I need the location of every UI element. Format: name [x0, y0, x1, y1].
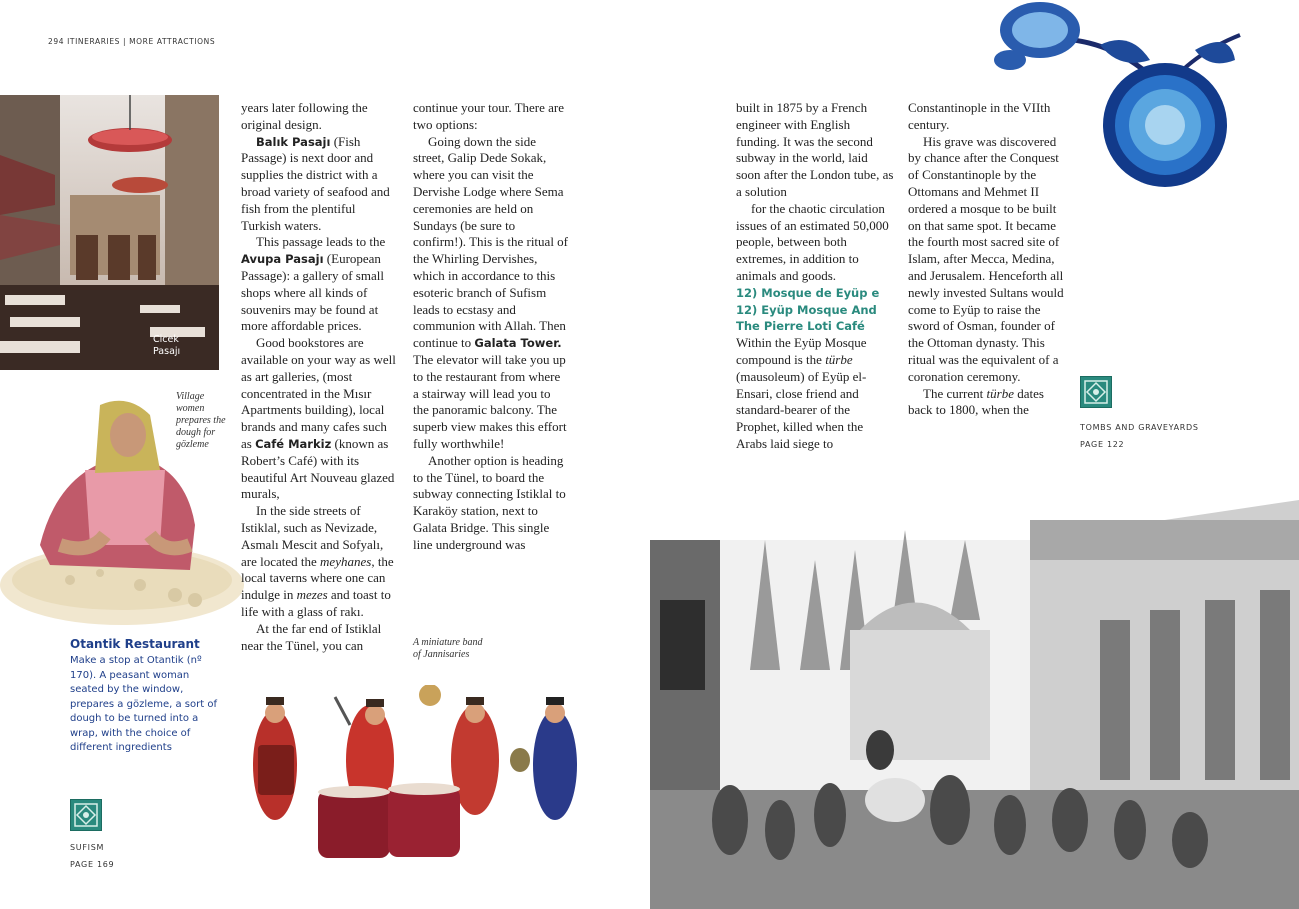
- paragraph: [241, 134, 397, 235]
- paragraph: [241, 503, 397, 621]
- text-column-1: [241, 100, 397, 654]
- italic-term: türbe: [825, 351, 853, 367]
- xref-left-page[interactable]: PAGE 169: [70, 860, 115, 869]
- italic-term: meyhanes: [320, 553, 372, 569]
- text-run: (Fish Passage) is next door and supplies the district with a broad variety of seafood and fish from the plentiful Turkish waters.: [241, 133, 390, 233]
- jannisaries-caption: A miniature band of Jannisaries: [413, 637, 483, 660]
- italic-term: türbe: [986, 385, 1014, 401]
- paragraph: years later following the original design.: [241, 100, 368, 132]
- sufism-ornament-icon: [70, 799, 102, 831]
- sidebar-title: Otantik Restaurant: [70, 637, 200, 651]
- italic-term: mezes: [296, 587, 328, 603]
- paragraph: [908, 386, 1064, 420]
- text-column-3: [736, 100, 894, 453]
- paragraph: His grave was discovered by chance after the Conquest of Constantinople by the Ottomans and Mehmet II ordered a mosque to be built on that same spot. It became the fourth most sacred site of Islam, after Mecca, Medina, and Jerusalem. Henceforth all newly invested Sultans would come to Eyüp to raise the sword of Osman, founder of the Ottoman dynasty. This ritual was the equivalent of a coronation ceremony.: [908, 133, 1064, 384]
- text-run: The current: [923, 385, 987, 401]
- paragraph: [241, 335, 397, 503]
- text-run: Good bookstores are available on your way as well as art galleries, (most concentrated in the Mısır Apartments building), local brands and many cafes such as: [241, 335, 396, 451]
- paragraph: built in 1875 by a French engineer with English funding. It was the second subway in the world, laid soon after the London tube, as a solution: [736, 100, 894, 199]
- text-run: The elevator will take you up to the restaurant from where a stairway will lead you to the panoramic balcony. The superb view makes this effort fully worthwhile!: [413, 351, 567, 451]
- jannisaries-band-photo: [230, 685, 595, 865]
- paragraph: Another option is heading to the Tünel, to board the subway connecting Istiklal to Karaköy station, next to Galata Bridge. This single line underground was: [413, 452, 566, 552]
- sultan-engraving-image: [650, 480, 1299, 909]
- xref-right-label: TOMBS AND GRAVEYARDS: [1080, 423, 1199, 432]
- text-run: dates back to 1800, when the: [908, 385, 1044, 418]
- paragraph: continue your tour. There are two options:: [413, 100, 565, 132]
- paragraph: [736, 335, 894, 453]
- paragraph: [241, 234, 397, 335]
- running-header: 294 ITINERARIES | MORE ATTRACTIONS: [48, 37, 216, 46]
- village-woman-caption: Village women prepares the dough for gözleme: [176, 391, 226, 450]
- text-run: (mausoleum) of Eyüp el-Ensari, close friend and standard-bearer of the Prophet, killed when the Arabs laid siege to: [736, 368, 867, 451]
- paragraph: Constantinople in the VIIth century.: [908, 100, 1051, 132]
- text-run: and toast to life with a glass of rakı.: [241, 587, 391, 619]
- cicek-pasaji-photo: [0, 95, 219, 370]
- text-run: Within the Eyüp Mosque compound is the: [736, 335, 867, 367]
- place-name: Café Markiz: [255, 436, 332, 451]
- text-run: In the side streets of Istiklal, such as Nevizade, Asmalı Mescit and Sofyalı, are located the: [241, 503, 384, 569]
- paragraph: [413, 134, 569, 453]
- section-heading: 12) Mosque de Eyüp e 12) Eyüp Mosque And The Pierre Loti Café: [736, 285, 880, 334]
- paragraph: for the chaotic circulation issues of an estimated 50,000 people, between both extremes, in addition to animals and goods.: [736, 200, 889, 283]
- text-column-4: [908, 100, 1064, 419]
- place-name: Galata Tower.: [474, 336, 562, 351]
- text-run: (European Passage): a gallery of small shops where all kinds of souvenirs may be found at more affordable prices.: [241, 251, 384, 334]
- xref-left-label: SUFISM: [70, 843, 105, 852]
- text-run: This passage leads to the: [256, 234, 386, 250]
- tombs-ornament-icon: [1080, 376, 1112, 408]
- sidebar-body: Make a stop at Otantik (nº 170). A peasant woman seated by the window, prepares a gözleme, a sort of dough to be turned into a wrap, with the choice of different ingredients: [70, 655, 217, 753]
- place-name: Balık Pasajı: [256, 134, 331, 149]
- text-run: , the local taverns where one can indulge in: [241, 553, 394, 603]
- text-run: Going down the side street, Galip Dede Sokak, where you can visit the Dervishe Lodge where Sema ceremonies are held on Sundays (be sure to confirm!). This is the ritual of the Whirling Dervishes, which in accordance to this esoteric branch of Sufism leads to ecstasy and communion with Allah. Then continue to: [413, 133, 569, 351]
- xref-right-page[interactable]: PAGE 122: [1080, 440, 1125, 449]
- text-run: (known as Robert’s Café) with its beautiful Art Nouveau glazed murals,: [241, 435, 395, 502]
- paragraph: At the far end of Istiklal near the Tünel, you can: [241, 620, 382, 653]
- text-column-2: [413, 100, 569, 554]
- place-name: Avupa Pasajı: [241, 252, 324, 267]
- cicek-pasaji-caption: Cicek Pasajı: [153, 334, 181, 357]
